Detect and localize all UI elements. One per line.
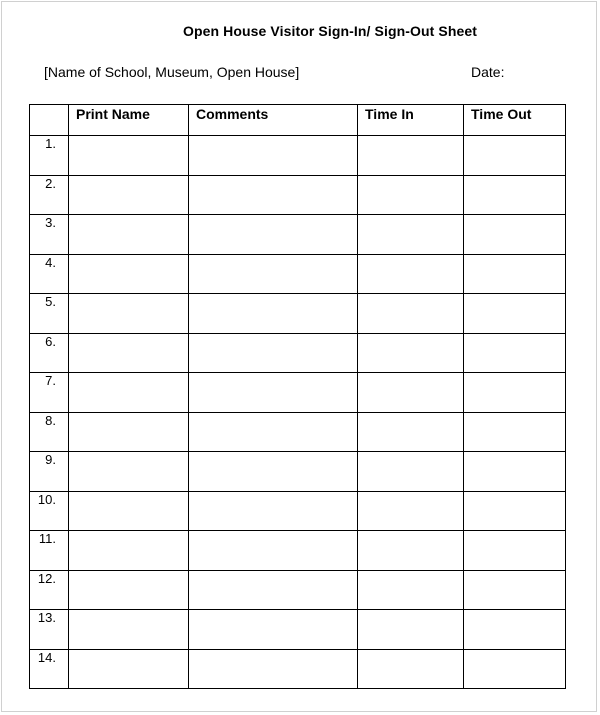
row-number: 2. bbox=[30, 175, 69, 215]
table-body bbox=[30, 136, 566, 689]
comments-cell[interactable] bbox=[189, 412, 358, 452]
time-in-cell[interactable] bbox=[358, 294, 464, 334]
time-in-cell[interactable] bbox=[358, 373, 464, 413]
print-name-cell[interactable] bbox=[69, 136, 189, 176]
time-out-cell[interactable] bbox=[464, 452, 566, 492]
header-time-in: Time In bbox=[358, 105, 464, 136]
table-row bbox=[30, 610, 566, 650]
print-name-cell[interactable] bbox=[69, 294, 189, 334]
table-row bbox=[30, 491, 566, 531]
time-out-cell[interactable] bbox=[464, 491, 566, 531]
print-name-cell[interactable] bbox=[69, 649, 189, 689]
time-out-cell[interactable] bbox=[464, 649, 566, 689]
row-number: 14. bbox=[30, 649, 69, 689]
print-name-cell[interactable] bbox=[69, 491, 189, 531]
print-name-cell[interactable] bbox=[69, 215, 189, 255]
sign-in-table bbox=[29, 104, 566, 689]
table-row bbox=[30, 136, 566, 176]
time-out-cell[interactable] bbox=[464, 175, 566, 215]
table-row bbox=[30, 373, 566, 413]
row-number: 12. bbox=[30, 570, 69, 610]
print-name-cell[interactable] bbox=[69, 412, 189, 452]
time-in-cell[interactable] bbox=[358, 610, 464, 650]
comments-cell[interactable] bbox=[189, 215, 358, 255]
print-name-cell[interactable] bbox=[69, 610, 189, 650]
table-header-row bbox=[30, 105, 566, 136]
header-comments: Comments bbox=[189, 105, 358, 136]
date-label: Date: bbox=[471, 64, 505, 80]
time-out-cell[interactable] bbox=[464, 373, 566, 413]
time-out-cell[interactable] bbox=[464, 215, 566, 255]
row-number: 6. bbox=[30, 333, 69, 373]
table-row bbox=[30, 452, 566, 492]
header-time-out: Time Out bbox=[464, 105, 566, 136]
row-number: 9. bbox=[30, 452, 69, 492]
comments-cell[interactable] bbox=[189, 610, 358, 650]
comments-cell[interactable] bbox=[189, 136, 358, 176]
header-number bbox=[30, 105, 69, 136]
print-name-cell[interactable] bbox=[69, 333, 189, 373]
comments-cell[interactable] bbox=[189, 175, 358, 215]
comments-cell[interactable] bbox=[189, 452, 358, 492]
print-name-cell[interactable] bbox=[69, 570, 189, 610]
time-out-cell[interactable] bbox=[464, 412, 566, 452]
row-number: 11. bbox=[30, 531, 69, 571]
row-number: 3. bbox=[30, 215, 69, 255]
comments-cell[interactable] bbox=[189, 649, 358, 689]
row-number: 5. bbox=[30, 294, 69, 334]
organization-name-placeholder: [Name of School, Museum, Open House] bbox=[44, 64, 300, 80]
time-out-cell[interactable] bbox=[464, 294, 566, 334]
table-row bbox=[30, 333, 566, 373]
time-in-cell[interactable] bbox=[358, 136, 464, 176]
time-in-cell[interactable] bbox=[358, 649, 464, 689]
row-number: 13. bbox=[30, 610, 69, 650]
time-out-cell[interactable] bbox=[464, 254, 566, 294]
comments-cell[interactable] bbox=[189, 333, 358, 373]
table-row bbox=[30, 254, 566, 294]
table-row bbox=[30, 294, 566, 334]
time-out-cell[interactable] bbox=[464, 570, 566, 610]
row-number: 7. bbox=[30, 373, 69, 413]
print-name-cell[interactable] bbox=[69, 531, 189, 571]
table-row bbox=[30, 570, 566, 610]
time-out-cell[interactable] bbox=[464, 333, 566, 373]
row-number: 8. bbox=[30, 412, 69, 452]
comments-cell[interactable] bbox=[189, 570, 358, 610]
comments-cell[interactable] bbox=[189, 294, 358, 334]
comments-cell[interactable] bbox=[189, 491, 358, 531]
comments-cell[interactable] bbox=[189, 254, 358, 294]
table-row bbox=[30, 175, 566, 215]
row-number: 10. bbox=[30, 491, 69, 531]
print-name-cell[interactable] bbox=[69, 373, 189, 413]
time-in-cell[interactable] bbox=[358, 491, 464, 531]
time-out-cell[interactable] bbox=[464, 531, 566, 571]
print-name-cell[interactable] bbox=[69, 254, 189, 294]
table-row bbox=[30, 531, 566, 571]
time-out-cell[interactable] bbox=[464, 136, 566, 176]
row-number: 4. bbox=[30, 254, 69, 294]
time-in-cell[interactable] bbox=[358, 254, 464, 294]
time-in-cell[interactable] bbox=[358, 333, 464, 373]
time-in-cell[interactable] bbox=[358, 570, 464, 610]
time-in-cell[interactable] bbox=[358, 531, 464, 571]
time-in-cell[interactable] bbox=[358, 175, 464, 215]
time-in-cell[interactable] bbox=[358, 215, 464, 255]
table-row bbox=[30, 215, 566, 255]
row-number: 1. bbox=[30, 136, 69, 176]
sheet-title: Open House Visitor Sign-In/ Sign-Out Sheet bbox=[182, 23, 478, 39]
table-row bbox=[30, 412, 566, 452]
time-in-cell[interactable] bbox=[358, 452, 464, 492]
time-in-cell[interactable] bbox=[358, 412, 464, 452]
table-row bbox=[30, 649, 566, 689]
print-name-cell[interactable] bbox=[69, 452, 189, 492]
header-print-name: Print Name bbox=[69, 105, 189, 136]
time-out-cell[interactable] bbox=[464, 610, 566, 650]
comments-cell[interactable] bbox=[189, 531, 358, 571]
print-name-cell[interactable] bbox=[69, 175, 189, 215]
comments-cell[interactable] bbox=[189, 373, 358, 413]
